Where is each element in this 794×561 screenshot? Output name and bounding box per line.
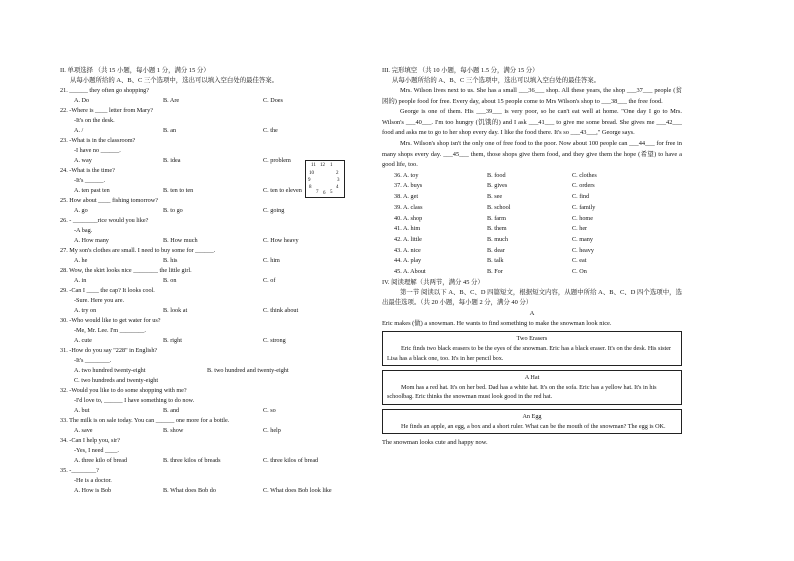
option-a: A. ten past ten <box>74 187 110 194</box>
option-b: B. his <box>163 257 178 264</box>
passage-label: A <box>529 309 535 317</box>
clock-number: 10 <box>309 171 314 176</box>
question-response: -It's ______. <box>74 177 106 184</box>
cloze-option-row <box>382 256 682 267</box>
section-3-instructions: 从每小题所给的 A、B、C 三个选项中，选出可以填入空白处的最佳答案。 <box>392 77 601 84</box>
option-c: C. What does Bob look like <box>263 487 332 494</box>
option-b: B. see <box>487 193 503 201</box>
option-c: C. orders <box>572 182 595 190</box>
question-response: -A bag. <box>74 227 93 234</box>
right-column <box>382 66 682 449</box>
clock-number: 2 <box>336 171 339 176</box>
option-a: 40. A. shop <box>394 214 423 222</box>
option-b: B. them <box>487 225 507 233</box>
question-stem: 25. How about ____ fishing tomorrow? <box>60 197 158 204</box>
option-row <box>60 306 360 316</box>
option-c: C. Does <box>263 97 283 104</box>
passage-closing: The snowman looks cute and happy now. <box>382 439 488 447</box>
option-b: B. show <box>163 427 184 434</box>
question-response: -I'd love to, ______ I have something to do now. <box>74 397 195 404</box>
cloze-option-row <box>382 246 682 257</box>
option-a: A. save <box>74 427 93 434</box>
option-c: C. strong <box>263 337 286 344</box>
clock-number: 5 <box>330 190 333 195</box>
passage-box <box>382 370 682 405</box>
question-stem: 26. - ________rice would you like? <box>60 217 149 224</box>
question-response: -I have no ______. <box>74 147 121 154</box>
option-a: A. in <box>74 277 87 284</box>
option-a: 36. A. toy <box>394 171 419 179</box>
question-stem: 29. -Can I ____ the cap? It looks cool. <box>60 287 155 294</box>
option-c: C. ten to eleven <box>263 187 302 194</box>
option-c: C. help <box>263 427 281 434</box>
option-a: 42. A. little <box>394 235 422 243</box>
option-c: C. home <box>572 214 593 222</box>
question-response: -It's on the desk. <box>74 117 115 124</box>
option-b: B. gives <box>487 182 508 190</box>
passage-box <box>382 331 682 366</box>
section-4-instructions: 第一节 阅读以下 A、B、C、D 四篇短文，根据短文内容，从题中所给 A、B、C、D 四个选项中，选出最佳选项。（共 20 小题，每小题 2 分，满分 40 分） <box>382 288 682 307</box>
cloze-option-row <box>382 171 682 182</box>
question-stem: 32. -Would you like to do some shopping with me? <box>60 387 187 394</box>
option-a: 43. A. nice <box>394 246 421 254</box>
clock-number: 9 <box>308 178 311 183</box>
option-a: 37. A. buys <box>394 182 423 190</box>
passage-box-title: A Hat <box>524 374 540 382</box>
option-b: B. farm <box>487 214 506 222</box>
option-a: 41. A. him <box>394 225 421 233</box>
option-b: B. two hundred and twenty-eight <box>207 367 289 374</box>
option-b: B. Are <box>163 97 180 104</box>
option-a: A. way <box>74 157 92 164</box>
option-c: C. so <box>263 407 276 414</box>
question-stem: 35. -________? <box>60 467 99 474</box>
passage-box-title: Two Erasers <box>516 335 548 343</box>
question-response: -Yes, I need ____. <box>74 447 119 454</box>
passage-box-body: Mom has a red hat. It's on her bed. Dad has a white hat. It's on the sofa. Eric has a yellow hat. It's in his schoolbag. Eric thinks the snowman must look good in the red hat. <box>387 383 657 401</box>
option-row <box>60 336 360 346</box>
option-c: C. of <box>263 277 276 284</box>
option-b: B. For <box>487 267 503 275</box>
clock-number: 8 <box>309 185 312 190</box>
question-response: -Sure. Here you are. <box>74 297 124 304</box>
cloze-option-row <box>382 235 682 246</box>
option-b: B. school <box>487 203 511 211</box>
cloze-paragraph-3: Mrs. Wilson's shop isn't the only one of free food to the poor. Now about 100 people can ___44___ for free in many shops every day. ___45___ them, those shops give them food, and they give them the hope (希望) to have a good life, too. <box>382 139 682 169</box>
option-a: A. two hundred twenty-eight <box>74 367 146 374</box>
option-row <box>60 366 360 376</box>
option-c: C. her <box>572 225 588 233</box>
question-stem: 23. -What is in the classroom? <box>60 137 136 144</box>
option-a: A. cute <box>74 337 92 344</box>
clock-number: 6 <box>323 191 326 196</box>
option-c: C. family <box>572 203 596 211</box>
question-stem: 33. The milk is on sale today. You can ______ one more for a bottle. <box>60 417 230 424</box>
clock-number: 4 <box>336 185 339 190</box>
cloze-option-row <box>382 181 682 192</box>
clock-image <box>305 160 345 198</box>
question-stem: 22. -Where is ____ letter from Mary? <box>60 107 153 114</box>
option-b: B. much <box>487 235 508 243</box>
option-row <box>60 96 360 106</box>
passage-box-body: Eric finds two black erasers to be the eyes of the snowman. Eric has a black eraser. It's on the desk. His sister Lisa has a black one, too. It's in her pencil box. <box>387 345 672 362</box>
option-b: B. ten to ten <box>163 187 194 194</box>
option-c: C. him <box>263 257 280 264</box>
option-c: C. How heavy <box>263 237 299 244</box>
clock-number: 11 <box>311 163 316 168</box>
option-a: A. Do <box>74 97 90 104</box>
option-c: C. problem <box>263 157 291 164</box>
option-a: A. How many <box>74 237 109 244</box>
option-row <box>60 236 360 246</box>
question-response: -Me, Mr. Lee. I'm ________. <box>74 327 146 334</box>
option-a: A. go <box>74 207 88 214</box>
option-row <box>60 376 360 386</box>
option-b: B. talk <box>487 257 504 265</box>
cloze-option-row <box>382 214 682 225</box>
option-a: 38. A. get <box>394 193 419 201</box>
option-c: C. clothes <box>572 171 597 179</box>
option-row <box>60 276 360 286</box>
option-row <box>60 426 360 436</box>
option-b: B. an <box>163 127 177 134</box>
question-stem: 21. ______ they often go shopping? <box>60 87 150 94</box>
option-row <box>60 456 360 466</box>
option-b: B. dear <box>487 246 505 254</box>
option-c: C. heavy <box>572 246 594 254</box>
section-3-title: III. 完形填空 （共 10 小题，每小题 1.5 分，满分 15 分） <box>382 67 539 74</box>
question-stem: 27. My son's clothes are small. I need to buy some for ______. <box>60 247 216 254</box>
option-row <box>60 206 360 216</box>
clock-number: 1 <box>330 163 333 168</box>
question-response: -It's ________. <box>74 357 112 364</box>
section-2-instructions: 从每小题所给的 A、B、C 三个选项中，选出可以填入空白处的最佳答案。 <box>70 77 279 84</box>
option-a: 44. A. play <box>394 257 422 265</box>
option-row <box>60 126 360 136</box>
option-b: B. and <box>163 407 180 414</box>
option-c: C. the <box>263 127 278 134</box>
option-a: A. but <box>74 407 90 414</box>
clock-number: 3 <box>337 178 340 183</box>
cloze-paragraph-1: Mrs. Wilson lives next to us. She has a small ___36___ shop. All these years, the shop ___37___ people (贫困的) people food for free. Every day, about 15 people come to Mrs Wilson's shop to ___38___ the free food. <box>382 87 682 105</box>
option-a: A. he <box>74 257 88 264</box>
option-c: C. three kilos of bread <box>263 457 319 464</box>
option-b: B. idea <box>163 157 181 164</box>
option-b: B. right <box>163 337 182 344</box>
cloze-option-row <box>382 224 682 235</box>
question-stem: 31. -How do you say "228" in English? <box>60 347 158 354</box>
question-response: -He is a doctor. <box>74 477 112 484</box>
option-c: C. two hundreds and twenty-eight <box>74 377 159 384</box>
cloze-options <box>382 171 682 278</box>
section-2-title: II. 单项选择 （共 15 小题，每小题 1 分，满分 15 分） <box>60 67 210 74</box>
option-b: B. What does Bob do <box>163 487 216 494</box>
option-a: A. / <box>74 127 84 134</box>
option-b: B. food <box>487 171 506 179</box>
option-c: C. think about <box>263 307 299 314</box>
question-stem: 28. Wow, the skirt looks nice ________ the little girl. <box>60 267 192 274</box>
passage-box <box>382 409 682 434</box>
passage-boxes <box>382 331 682 434</box>
question-list <box>60 86 360 496</box>
option-a: 45. A. About <box>394 267 426 275</box>
option-a: A. three kilo of bread <box>74 457 128 464</box>
question-stem: 34. -Can I help you, sir? <box>60 437 120 444</box>
cloze-option-row <box>382 192 682 203</box>
cloze-option-row <box>382 267 682 278</box>
section-4-title: IV. 阅读理解（共两节，满分 45 分） <box>382 278 484 286</box>
left-column <box>60 66 360 496</box>
clock-number: 7 <box>316 190 319 195</box>
option-c: C. going <box>263 207 285 214</box>
option-c: C. On <box>572 267 587 275</box>
option-b: B. on <box>163 277 177 284</box>
option-row <box>60 406 360 416</box>
option-a: 39. A. class <box>394 203 423 211</box>
cloze-paragraph-2: George is one of them. His ___39___ is very poor, so he can't eat well at home. "One day I go to Mrs. Wilson's ___40___. I'm too hungry (饥饿的) and I ask ___41___ to give me some bread. She gives me ___42___ food and asks me to go to her shop every day. I like the food there. It's so ___43___," George says. <box>382 108 682 137</box>
passage-intro: Eric makes (做) a snowman. He wants to find something to make the snowman look nice. <box>382 319 612 327</box>
option-b: B. How much <box>163 237 198 244</box>
question-stem: 30. -Who would like to get water for us? <box>60 317 161 324</box>
option-a: A. How is Bob <box>74 487 112 494</box>
option-a: A. try on <box>74 307 97 314</box>
option-b: B. three kilos of breads <box>163 457 221 464</box>
cloze-option-row <box>382 203 682 214</box>
option-row <box>60 486 360 496</box>
option-row <box>60 256 360 266</box>
option-b: B. look at <box>163 307 188 314</box>
option-c: C. eat <box>572 257 587 265</box>
option-b: B. to go <box>163 207 183 214</box>
option-c: C. find <box>572 193 590 201</box>
passage-box-body: He finds an apple, an egg, a box and a short ruler. What can be the mouth of the snowman? The egg is OK. <box>401 422 666 430</box>
question-stem: 24. -What is the time? <box>60 167 115 174</box>
option-c: C. many <box>572 235 593 243</box>
clock-number: 12 <box>320 163 325 168</box>
passage-box-title: An Egg <box>522 412 542 420</box>
